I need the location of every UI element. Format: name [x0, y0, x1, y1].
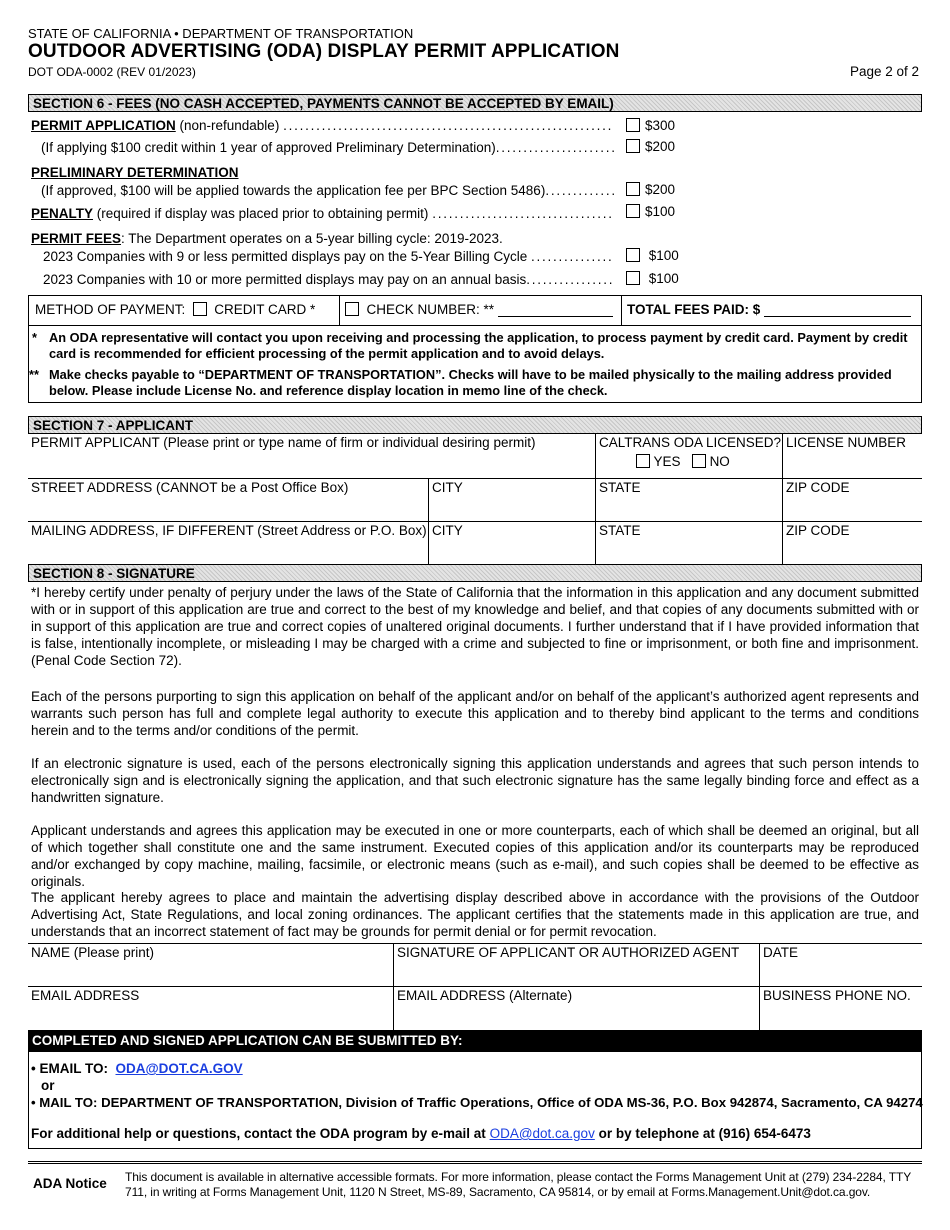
credit-amount: $200	[645, 139, 676, 154]
email-to-link[interactable]: ODA@DOT.CA.GOV	[115, 1061, 243, 1076]
large-companies-amount: $100	[648, 271, 679, 286]
check-number-field[interactable]	[498, 316, 613, 317]
penalty-amount: $100	[645, 204, 676, 219]
preliminary-label-row	[31, 165, 239, 180]
penalty-label: PENALTY	[31, 206, 94, 221]
licensed-no-checkbox[interactable]	[692, 454, 706, 468]
name-label: NAME (Please print)	[31, 945, 155, 960]
payment-box	[28, 295, 922, 403]
penalty-option[interactable]	[626, 204, 675, 219]
licensed-yes-checkbox[interactable]	[636, 454, 650, 468]
mailing-zip-label: ZIP CODE	[786, 523, 850, 538]
payment-method-label: METHOD OF PAYMENT:	[35, 302, 186, 317]
section-6-header: SECTION 6 - FEES (NO CASH ACCEPTED, PAYMENTS CANNOT BE ACCEPTED BY EMAIL)	[28, 94, 922, 112]
credit-card-note-text: An ODA representative will contact you upon receiving and processing the application, to process payment by credit card. Payment by credit card is recommended for efficient processing of the permit application and to avoid delays.	[49, 330, 908, 361]
permit-application-note: (non-refundable)	[175, 118, 280, 133]
permit-application-checkbox[interactable]	[626, 118, 640, 132]
permit-application-row	[31, 118, 614, 133]
total-fees-field[interactable]	[764, 316, 911, 317]
large-companies-text: 2023 Companies with 10 or more permitted displays may pay on an annual basis	[43, 272, 527, 287]
credit-option[interactable]	[626, 139, 675, 154]
credit-card-note-mark: *	[32, 330, 37, 345]
state-label: STATE	[599, 480, 641, 495]
credit-card-note	[32, 330, 917, 362]
counterparts-paragraph: Applicant understands and agrees this application may be executed in one or more counterparts, each of which shall be deemed an original, but all of which together shall constitute one and the same instrument. Executed copies of this application and/or its counterparts may be reproduced and/or exchanged by copy machine, mailing, facsimile, or electronic means (such as e-mail), and such copies shall be deemed to be effective as originals.	[31, 823, 919, 889]
mailing-city-label: CITY	[432, 523, 463, 538]
preliminary-checkbox[interactable]	[626, 182, 640, 196]
submission-header: COMPLETED AND SIGNED APPLICATION CAN BE SUBMITTED BY:	[28, 1030, 922, 1052]
permit-applicant-label: PERMIT APPLICANT (Please print or type name of firm or individual desiring permit)	[31, 435, 536, 450]
street-address-label: STREET ADDRESS (CANNOT be a Post Office Box)	[31, 480, 349, 495]
city-label: CITY	[432, 480, 463, 495]
small-companies-row	[31, 249, 614, 264]
small-companies-text: 2023 Companies with 9 or less permitted displays pay on the 5-Year Billing Cycle	[43, 249, 528, 264]
large-companies-option[interactable]	[626, 271, 679, 286]
electronic-signature-paragraph: If an electronic signature is used, each of the persons electronically signing this application understands and agrees that such person intends to electronically sign and is electronically signing the application, and that such electronic signature has the same legally binding force and effect as a handwritten signature.	[31, 756, 919, 805]
preliminary-note: (If approved, $100 will be applied towards the application fee per BPC Section 5486)	[41, 183, 546, 198]
help-row	[31, 1126, 811, 1141]
licensed-no-label: NO	[709, 454, 730, 469]
large-companies-row	[31, 272, 614, 287]
penalty-note: (required if display was placed prior to obtaining permit)	[93, 206, 429, 221]
preliminary-label: PRELIMINARY DETERMINATION	[31, 165, 239, 180]
or-label: or	[41, 1078, 55, 1093]
ada-notice-label: ADA Notice	[33, 1176, 107, 1191]
credit-card-label: CREDIT CARD *	[214, 302, 316, 317]
check-number-checkbox[interactable]	[345, 302, 359, 316]
page-number: Page 2 of 2	[849, 64, 919, 79]
payment-method-row	[29, 296, 921, 326]
credit-card-checkbox[interactable]	[193, 302, 207, 316]
date-label: DATE	[763, 945, 799, 960]
help-phone: or by telephone at (916) 654-6473	[594, 1126, 811, 1141]
email-to-label: • EMAIL TO:	[31, 1061, 108, 1076]
credit-checkbox[interactable]	[626, 139, 640, 153]
phone-label: BUSINESS PHONE NO.	[763, 988, 911, 1003]
preliminary-option[interactable]	[626, 182, 675, 197]
agreement-paragraph: The applicant hereby agrees to place and maintain the advertising display described above in accordance with the provisions of the Outdoor Advertising Act, State Regulations, and local zoning ordinances. The applicant certifies that the statements made in this application are true, and understands that an incorrect statement of fact may be grounds for permit denial or for permit revocation.	[31, 890, 919, 939]
credit-row	[31, 140, 614, 155]
preliminary-row	[31, 183, 614, 198]
permit-fees-row	[31, 231, 503, 246]
total-fees-cell	[627, 296, 911, 325]
perjury-paragraph: *I hereby certify under penalty of perjury under the laws of the State of California that the information in this application and any document submitted with or in support of this application are true and correct to the best of my knowledge and belief, and that copies of any documents submitted with or in support of this application are true and correct copies of unaltered original documents. I further understand that if I have provided information that is false, intentionally incomplete, or misleading I may be charged with a crime and subjected to fine or imprisonment, or both fine and imprisonment. (Penal Code Section 72).	[31, 585, 919, 668]
small-companies-amount: $100	[648, 248, 679, 263]
zip-label: ZIP CODE	[786, 480, 850, 495]
credit-note: (If applying $100 credit within 1 year of approved Preliminary Determination)	[41, 140, 496, 155]
email-label: EMAIL ADDRESS	[31, 988, 140, 1003]
help-email-link[interactable]: ODA@dot.ca.gov	[489, 1126, 595, 1141]
section-7-header: SECTION 7 - APPLICANT	[28, 416, 922, 434]
penalty-row	[31, 206, 614, 221]
permit-application-label: PERMIT APPLICATION	[31, 118, 176, 133]
penalty-checkbox[interactable]	[626, 204, 640, 218]
check-number-cell	[345, 296, 613, 325]
large-companies-checkbox[interactable]	[626, 271, 640, 285]
check-note-text: Make checks payable to “DEPARTMENT OF TRANSPORTATION”. Checks will have to be mailed physically to the mailing address provided below. Please include License No. and reference display location in memo line of the check.	[49, 367, 892, 398]
check-number-label: CHECK NUMBER: **	[366, 302, 495, 317]
mailing-address-label: MAILING ADDRESS, IF DIFFERENT (Street Address or P.O. Box)	[31, 523, 427, 538]
form-title: OUTDOOR ADVERTISING (ODA) DISPLAY PERMIT APPLICATION	[28, 41, 620, 62]
email-alt-label: EMAIL ADDRESS (Alternate)	[397, 988, 573, 1003]
total-fees-label: TOTAL FEES PAID: $	[627, 302, 761, 317]
form-id: DOT ODA-0002 (REV 01/2023)	[28, 65, 196, 79]
email-to-row	[31, 1061, 243, 1076]
caltrans-licensed-label: CALTRANS ODA LICENSED?	[599, 435, 782, 450]
ada-notice-text: This document is available in alternative accessible formats. For more information, please contact the Forms Management Unit at (279) 234-2284, TTY 711, in writing at Forms Management Unit, 1120 N Street, MS-89, Sacramento, CA 95814, or by email at Forms.Management.Unit@dot.ca.gov.	[125, 1170, 911, 1199]
signature-label: SIGNATURE OF APPLICANT OR AUTHORIZED AGENT	[397, 945, 740, 960]
license-number-label: LICENSE NUMBER	[786, 435, 907, 450]
check-note	[29, 367, 917, 399]
small-companies-checkbox[interactable]	[626, 248, 640, 262]
agency-line: STATE OF CALIFORNIA • DEPARTMENT OF TRANSPORTATION	[28, 26, 414, 41]
authority-paragraph: Each of the persons purporting to sign this application on behalf of the applicant and/or on behalf of the applicant’s authorized agent represents and warrants such person has full and complete legal authority to execute this application and to thereby bind applicant to the terms and conditions herein and to the terms and/or conditions of the permit.	[31, 689, 919, 738]
check-note-mark: **	[29, 367, 39, 382]
licensed-options	[636, 454, 730, 469]
mail-to-label: • MAIL TO: DEPARTMENT OF TRANSPORTATION, Division of Traffic Operations, Office of ODA MS-36, P.O. Box 942874, Sacramento, CA 94274	[31, 1095, 923, 1110]
licensed-yes-label: YES	[653, 454, 681, 469]
permit-fees-label: PERMIT FEES	[31, 231, 122, 246]
permit-application-amount: $300	[645, 118, 676, 133]
footer-rule	[28, 1161, 922, 1164]
preliminary-amount: $200	[645, 182, 676, 197]
permit-application-option[interactable]	[626, 118, 675, 133]
permit-fees-note: : The Department operates on a 5-year billing cycle: 2019-2023.	[121, 231, 503, 246]
section-8-header: SECTION 8 - SIGNATURE	[28, 564, 922, 582]
help-text: For additional help or questions, contact the ODA program by e-mail at	[31, 1126, 490, 1141]
small-companies-option[interactable]	[626, 248, 679, 263]
mailing-state-label: STATE	[599, 523, 641, 538]
payment-method-cell	[35, 296, 315, 325]
